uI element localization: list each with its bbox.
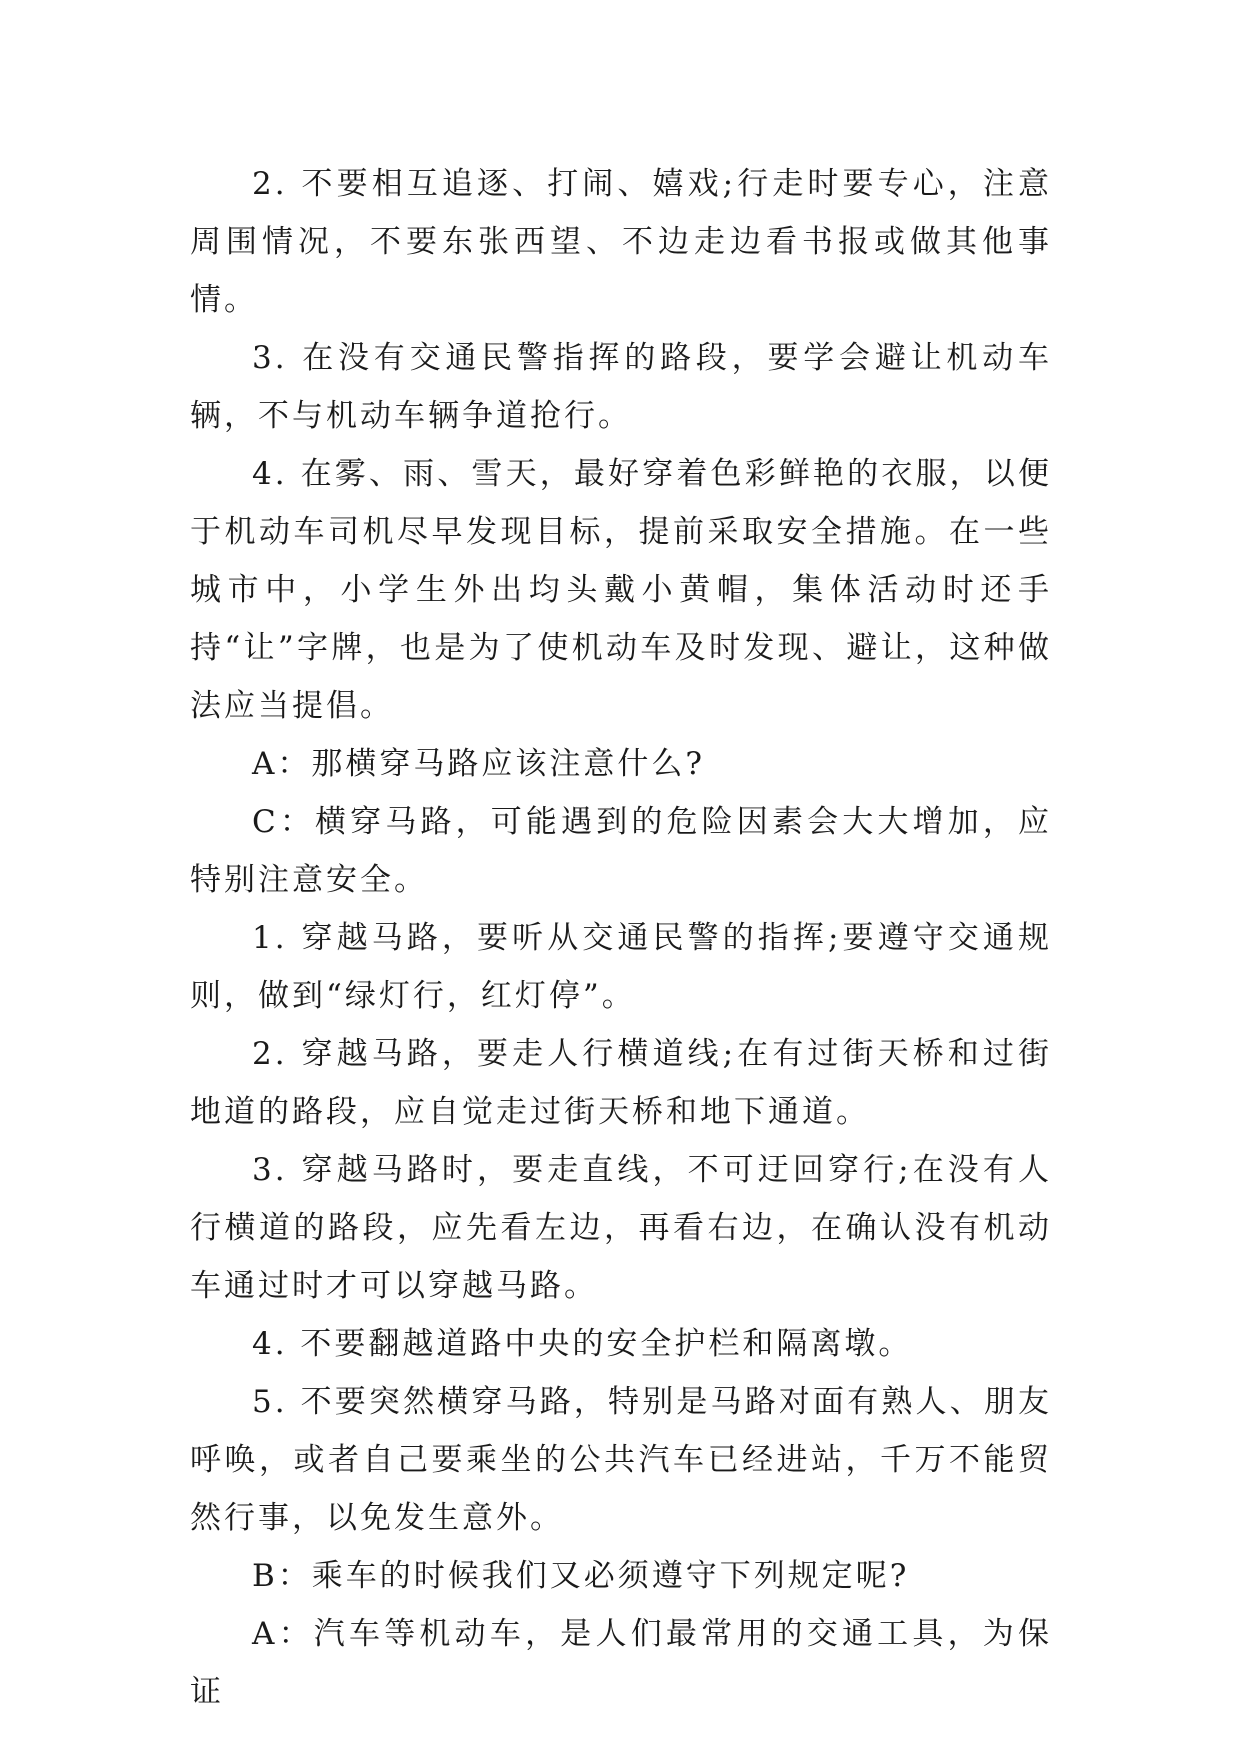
document-body (190, 155, 1052, 1721)
paragraph-answer-riding: A：汽车等机动车，是人们最常用的交通工具，为保证 (190, 1616, 1052, 1710)
paragraph-answer-crossing: C：横穿马路，可能遇到的危险因素会大大增加，应特别注意安全。 (190, 804, 1052, 898)
paragraph-rule-3-yield-vehicles: 3. 在没有交通民警指挥的路段，要学会避让机动车辆，不与机动车辆争道抢行。 (190, 340, 1052, 434)
paragraph-crossing-rule-1: 1. 穿越马路，要听从交通民警的指挥;要遵守交通规则，做到“绿灯行，红灯停”。 (190, 920, 1052, 1014)
paragraph-crossing-rule-2: 2. 穿越马路，要走人行横道线;在有过街天桥和过街地道的路段，应自觉走过街天桥和地下通道。 (190, 1036, 1052, 1130)
paragraph-question-crossing: A：那横穿马路应该注意什么? (252, 746, 706, 782)
paragraph-crossing-rule-5: 5. 不要突然横穿马路，特别是马路对面有熟人、朋友呼唤，或者自己要乘坐的公共汽车已经进站，千万不能贸然行事，以免发生意外。 (190, 1384, 1052, 1536)
paragraph-crossing-rule-4: 4. 不要翻越道路中央的安全护栏和隔离墩。 (252, 1326, 913, 1362)
paragraph-crossing-rule-3: 3. 穿越马路时，要走直线，不可迂回穿行;在没有人行横道的路段，应先看左边，再看右边，在确认没有机动车通过时才可以穿越马路。 (190, 1152, 1052, 1304)
paragraph-rule-4-bright-clothes: 4. 在雾、雨、雪天，最好穿着色彩鲜艳的衣服，以便于机动车司机尽早发现目标，提前采取安全措施。在一些城市中，小学生外出均头戴小黄帽，集体活动时还手持“让”字牌，也是为了使机动车及时发现、避让，这种做法应当提倡。 (190, 456, 1052, 724)
paragraph-question-riding: B：乘车的时候我们又必须遵守下列规定呢? (252, 1558, 910, 1594)
paragraph-rule-2-no-chasing: 2. 不要相互追逐、打闹、嬉戏;行走时要专心，注意周围情况，不要东张西望、不边走边看书报或做其他事情。 (190, 166, 1052, 318)
